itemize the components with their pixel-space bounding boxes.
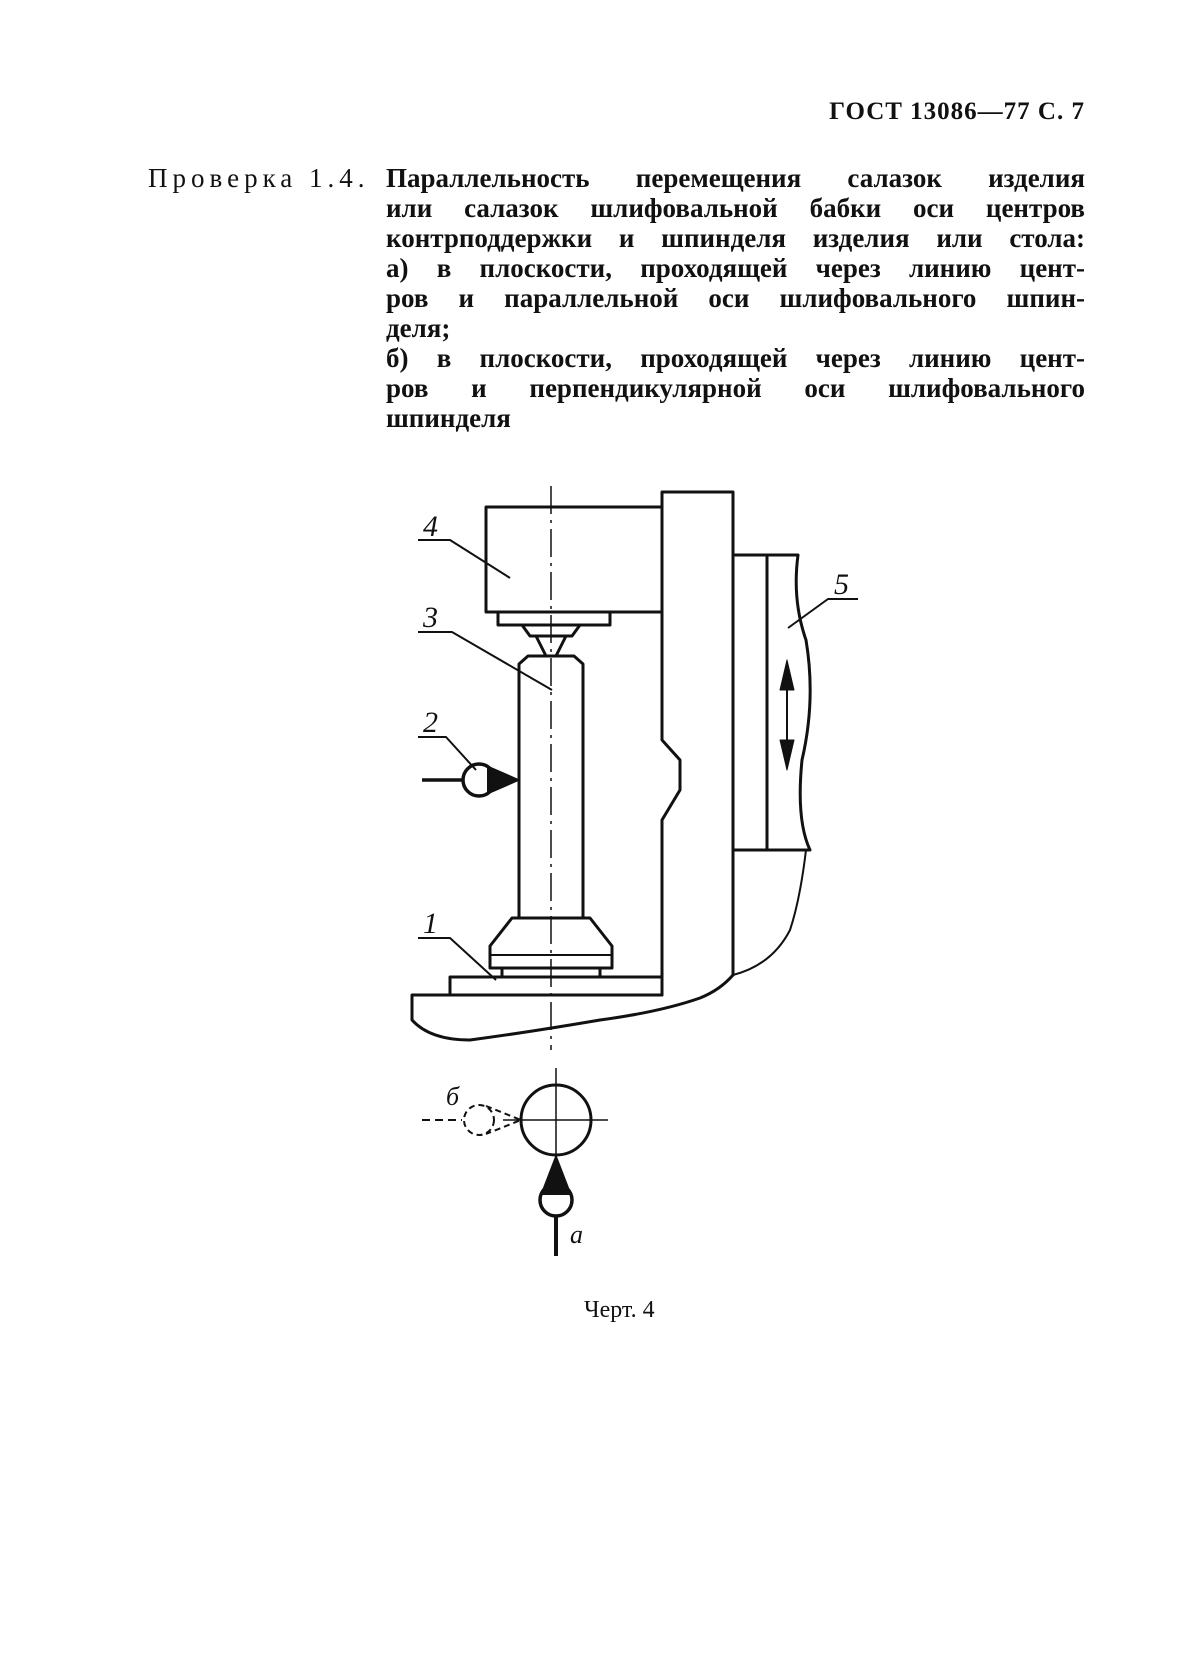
check-line: шпинделя [386,403,511,433]
figure-label-b: б [446,1082,460,1111]
slide-break-line [733,850,806,975]
slide-guide-outline [733,555,767,850]
figure-caption: Черт. 4 [584,1297,655,1323]
check-line: ров и перпендикулярной оси шлифовального [386,373,1085,403]
figure-label-3: 3 [423,601,438,634]
leader-1 [418,938,496,980]
table-plate [450,977,662,995]
page-header-doc-ref: ГОСТ 13086—77 С. 7 [829,98,1085,125]
upper-head-flange [498,612,610,625]
check-line: а) в плоскости, проходящей через линию цент- [386,253,1085,283]
indicator-tip [487,766,519,794]
indicator-b-ball [464,1105,494,1135]
leader-2 [418,737,476,770]
figure-label-5: 5 [834,568,849,601]
slide-body [767,555,810,850]
check-line: деля; [386,313,451,343]
figure-label-2: 2 [423,706,438,739]
leader-3 [418,632,552,690]
upper-head-block [486,507,662,612]
check-label: Проверка 1.4. [148,163,370,193]
machine-frame [412,492,733,1040]
check-line: или салазок шлифовальной бабки оси центров [386,193,1085,223]
figure-label-1: 1 [423,907,438,940]
figure-label-a: а [570,1220,583,1249]
check-line: ров и параллельной оси шлифовального шпин- [386,283,1085,313]
check-line: контрподдержки и шпинделя изделия или стола: [386,223,1085,253]
check-line: б) в плоскости, проходящей через линию цент- [386,343,1085,373]
figure-label-4: 4 [423,510,438,543]
check-line: Параллельность перемещения салазок изделия [386,163,1085,193]
leader-4 [418,540,510,578]
